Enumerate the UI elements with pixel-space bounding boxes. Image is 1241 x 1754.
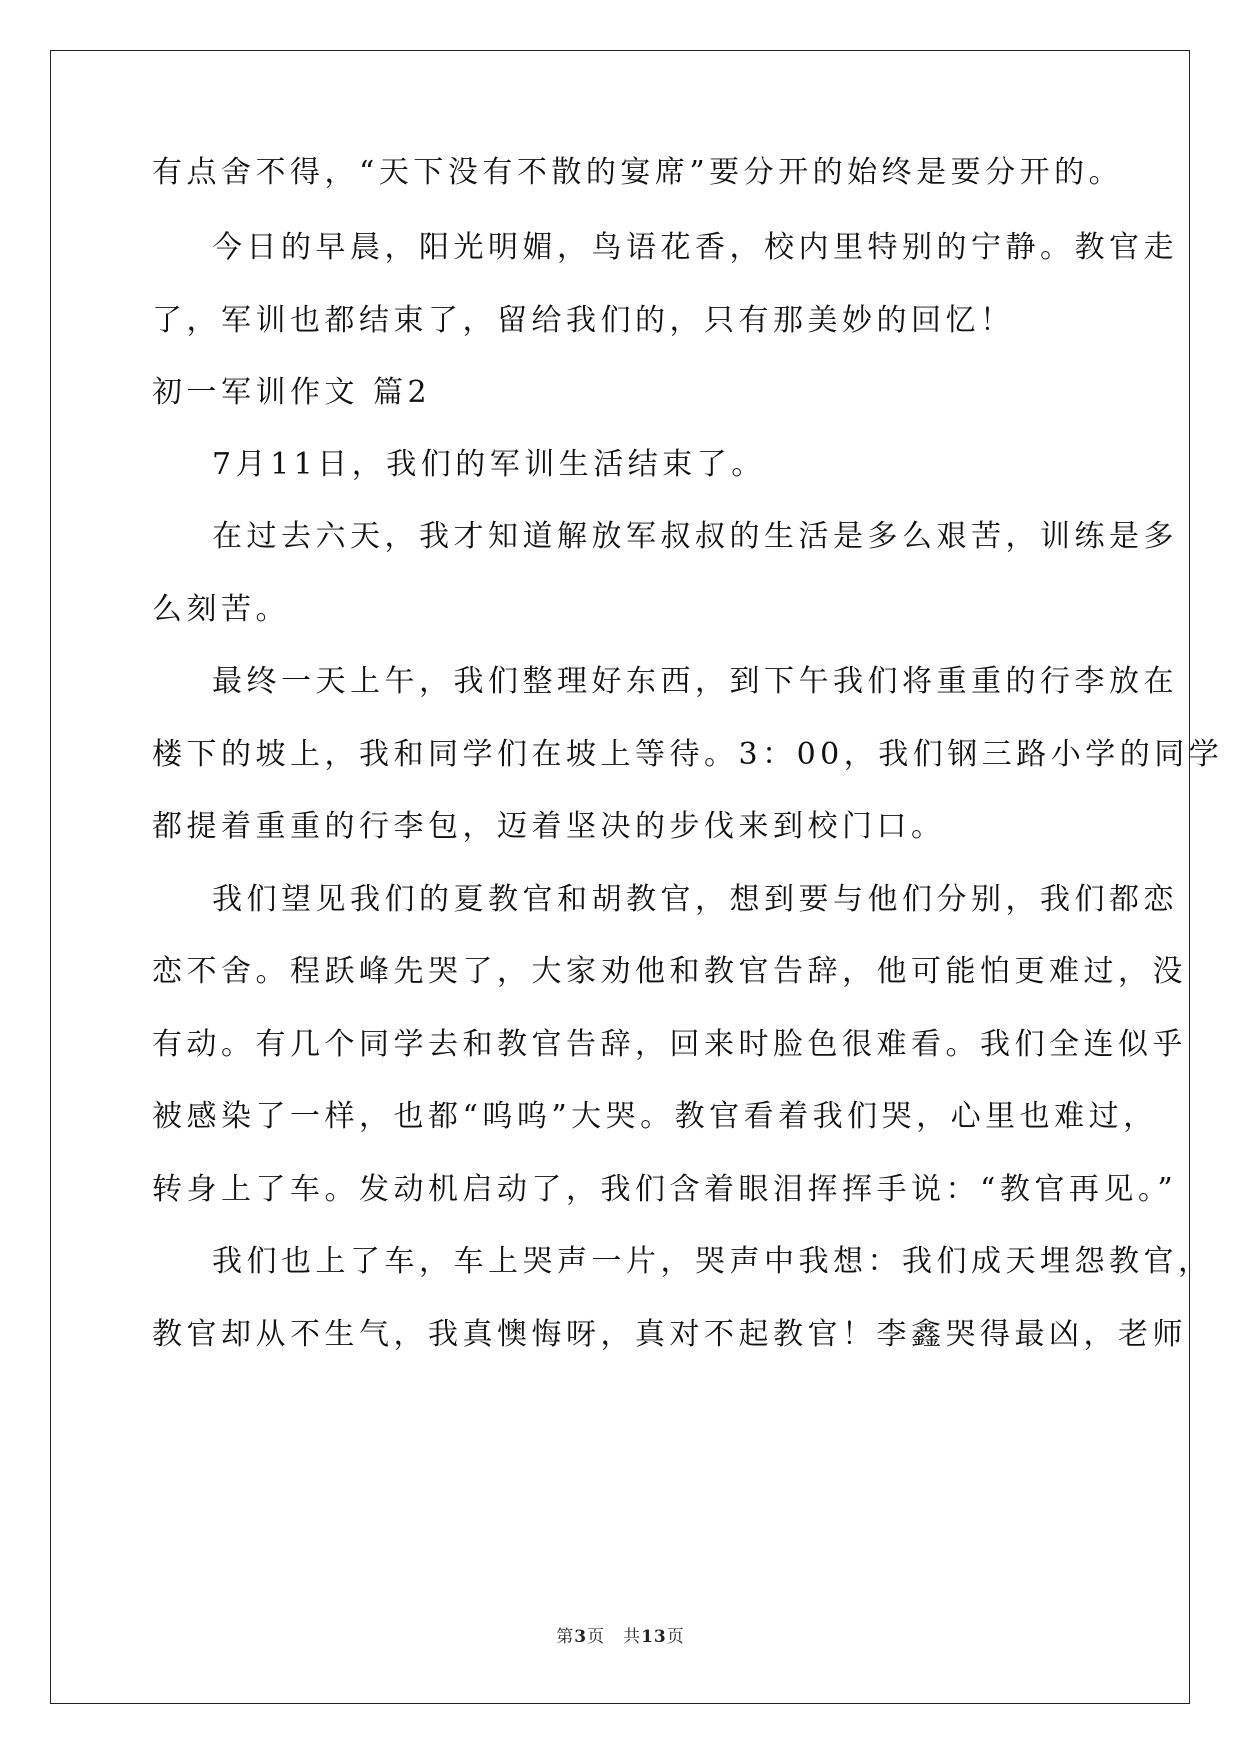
page-prefix: 第 (556, 1627, 575, 1647)
paragraph-line: 在过去六天，我才知道解放军叔叔的生活是多么艰苦，训练是多 (212, 519, 1178, 554)
section-heading: 初一军训作文 篇2 (152, 375, 432, 410)
page-suffix: 页 (666, 1627, 685, 1647)
page-total: 13 (641, 1627, 667, 1647)
paragraph-line: 最终一天上午，我们整理好东西，到下午我们将重重的行李放在 (212, 664, 1178, 699)
page-footer (0, 1622, 1241, 1647)
text-line: 教官却从不生气，我真懊悔呀，真对不起教官！李鑫哭得最凶，老师 (152, 1317, 1187, 1352)
text-line: 了，军训也都结束了，留给我们的，只有那美妙的回忆！ (152, 303, 1015, 338)
text-line: 有动。有几个同学去和教官告辞，回来时脸色很难看。我们全连似乎 (152, 1027, 1187, 1062)
text-line: 恋不舍。程跃峰先哭了，大家劝他和教官告辞，他可能怕更难过，没 (152, 954, 1187, 989)
text-line: 楼下的坡上，我和同学们在坡上等待。3：00，我们钢三路小学的同学 (152, 737, 1224, 772)
page-mid: 页 共 (587, 1627, 642, 1647)
text-line: 转身上了车。发动机启动了，我们含着眼泪挥挥手说：“教官再见。” (152, 1172, 1178, 1207)
paragraph-line: 7月11日，我们的军训生活结束了。 (212, 447, 766, 482)
text-line: 有点舍不得，“天下没有不散的宴席”要分开的始终是要分开的。 (152, 155, 1124, 190)
paragraph-line: 我们也上了车，车上哭声一片，哭声中我想：我们成天埋怨教官， (212, 1244, 1213, 1279)
page-border (50, 50, 1190, 1704)
paragraph-line: 今日的早晨，阳光明媚，鸟语花香，校内里特别的宁静。教官走 (212, 230, 1178, 265)
paragraph-line: 我们望见我们的夏教官和胡教官，想到要与他们分别，我们都恋 (212, 882, 1178, 917)
text-line: 都提着重重的行李包，迈着坚决的步伐来到校门口。 (152, 809, 946, 844)
text-line: 么刻苦。 (152, 592, 290, 627)
text-line: 被感染了一样，也都“呜呜”大哭。教官看着我们哭，心里也难过， (152, 1099, 1158, 1134)
page-current: 3 (574, 1627, 588, 1647)
